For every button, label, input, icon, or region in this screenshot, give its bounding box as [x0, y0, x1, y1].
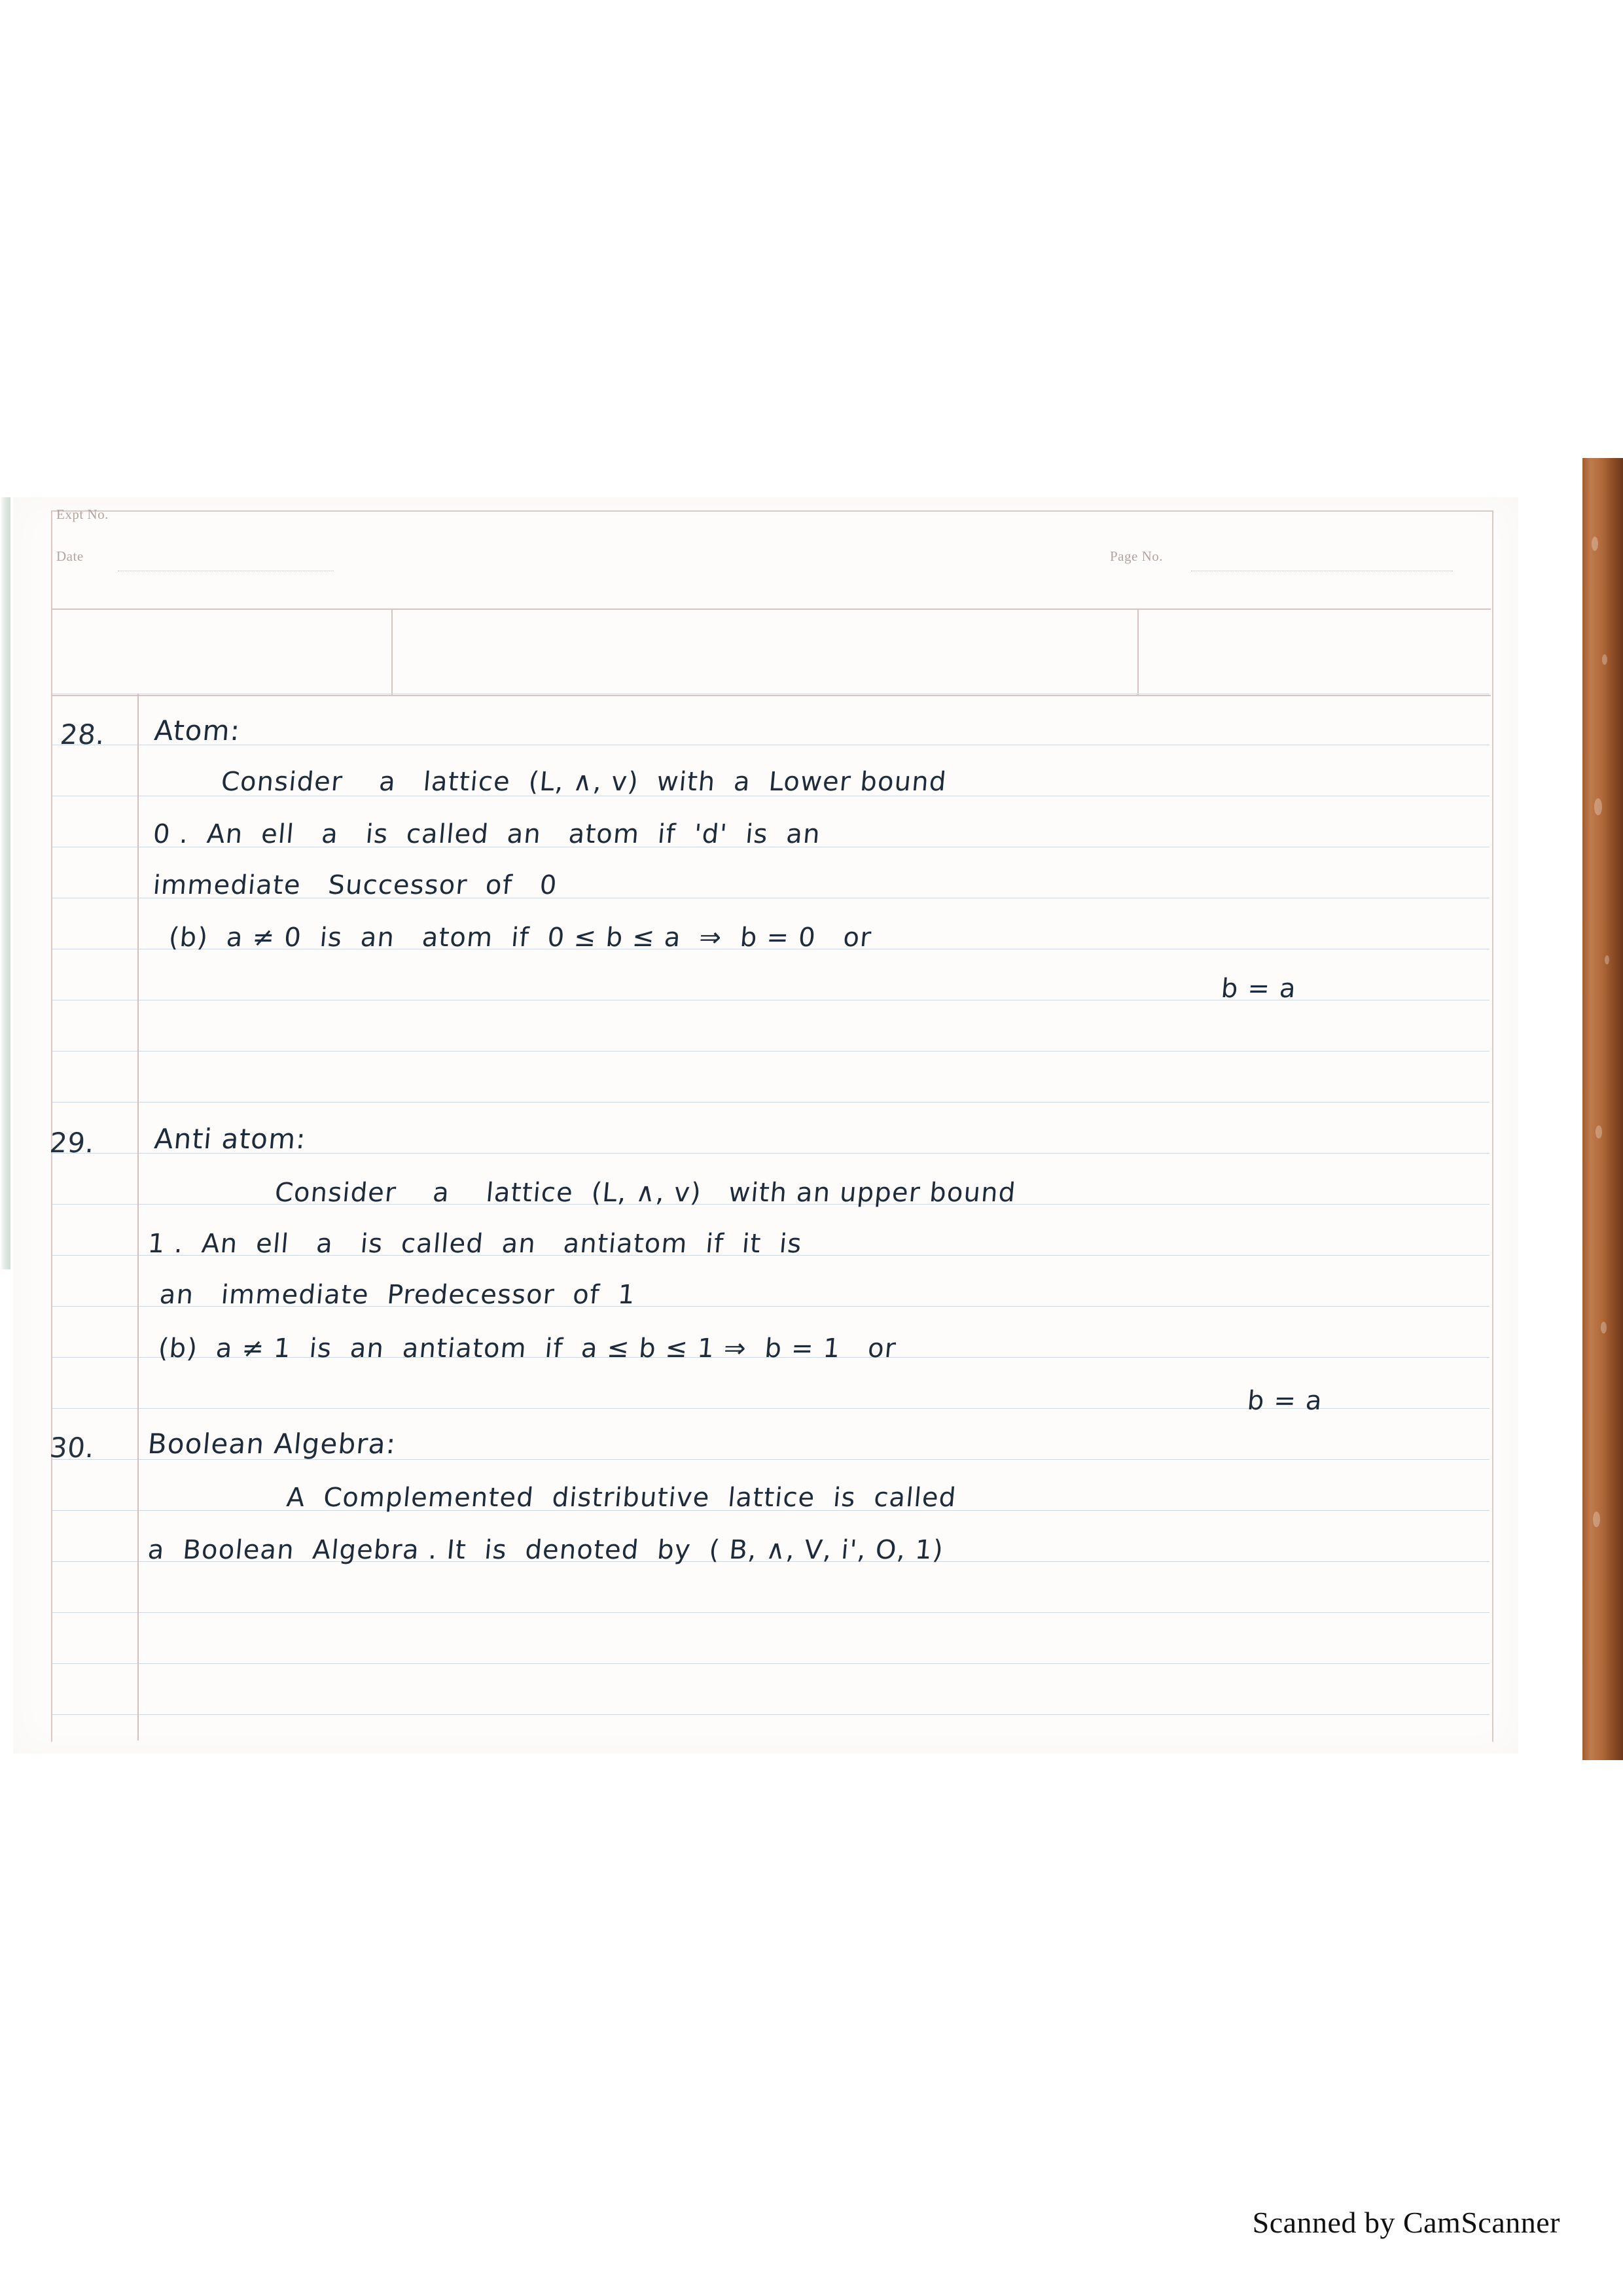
entry-line: (b) a ≠ 1 is an antiatom if a ≤ b ≤ 1 ⇒ b = 1 or	[156, 1333, 898, 1364]
header-divider-left	[391, 610, 393, 695]
entry-line: a Boolean Algebra . It is denoted by ( B, ∧, V, i', O, 1)	[146, 1535, 945, 1565]
page-header-band	[51, 609, 1491, 696]
notebook-paper	[13, 497, 1518, 1754]
rule-line	[52, 1102, 1489, 1103]
rule-line	[52, 1714, 1489, 1715]
rule-line	[52, 1612, 1489, 1613]
entry-line: 1 . An ell a is called an antiatom if it is	[146, 1229, 804, 1259]
entry-number: 28.	[58, 718, 107, 751]
page-no-label: Page No.	[1110, 548, 1163, 564]
entry-line: Consider a lattice (L, ∧, v) with an upper bound	[273, 1178, 1018, 1208]
entry-line: (b) a ≠ 0 is an atom if 0 ≤ b ≤ a ⇒ b = 0 or	[167, 923, 873, 953]
entry-line: A Complemented distributive lattice is called	[285, 1483, 958, 1513]
entry-line: b = a	[1245, 1386, 1324, 1416]
scanned-page	[0, 451, 1623, 1780]
entry-line: an immediate Predecessor of 1	[158, 1280, 637, 1310]
entry-line: b = a	[1219, 974, 1298, 1004]
entry-number: 30.	[48, 1432, 96, 1464]
rule-line	[52, 1663, 1489, 1664]
date-label: Date	[56, 548, 84, 564]
entry-title: Boolean Algebra:	[146, 1428, 398, 1460]
camscanner-watermark: Scanned by CamScanner	[1252, 2206, 1560, 2239]
entry-title: Anti atom:	[152, 1123, 308, 1155]
margin-line	[137, 694, 139, 1740]
entry-line: 0 . An ell a is called an atom if 'd' is an	[151, 819, 822, 849]
header-divider-right	[1137, 610, 1139, 695]
experiment-no-label: Expt No.	[56, 506, 109, 522]
entry-title: Atom:	[152, 715, 242, 747]
scan-left-edge-artifact	[0, 497, 10, 1269]
entry-line: Consider a lattice (L, ∧, v) with a Lower bound	[219, 767, 948, 797]
scan-binding-strip-artifact	[1582, 458, 1623, 1760]
entry-line: immediate Successor of 0	[151, 870, 559, 900]
entry-number: 29.	[48, 1127, 96, 1159]
